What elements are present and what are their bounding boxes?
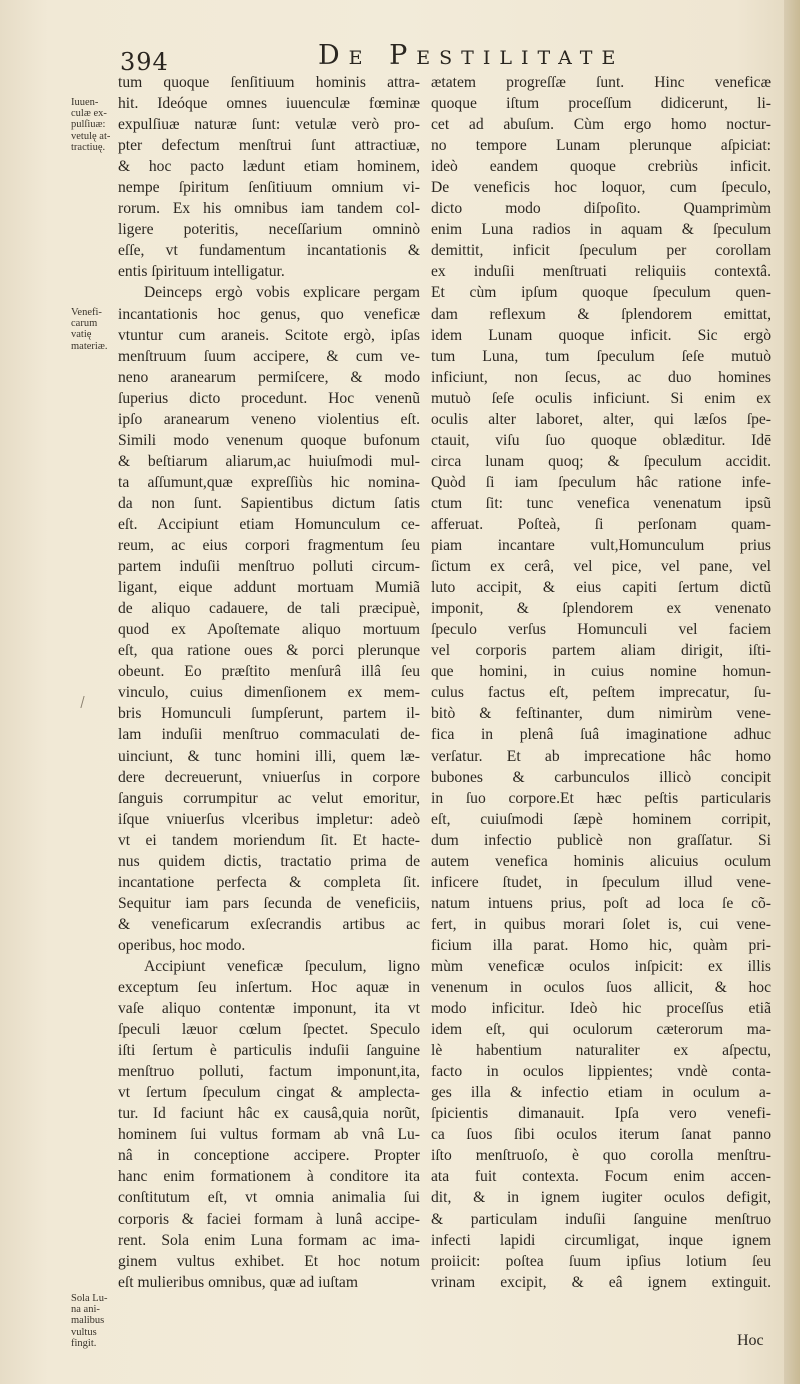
text-line: bris Homunculi ſumpſerunt, partem il- (118, 705, 420, 723)
text-line: De veneficis hoc loquor, cum ſpeculo, (431, 179, 771, 197)
margin-note-line: Venefi- (71, 307, 102, 318)
text-line: dum infectio publicè non graſſatur. Si (431, 831, 771, 849)
text-line: piam incantare vult,Homunculum prius (431, 537, 771, 555)
text-line: ſanguis corrumpitur ac velut emoritur, (118, 789, 420, 807)
text-line: natum intuens prius, poſt ad loca ſe cõ- (431, 894, 771, 912)
text-line: quoque iſtum proceſſum didicerunt, li- (431, 95, 771, 113)
text-line: eſt. Accipiunt etiam Homunculum ce- (118, 515, 420, 533)
text-line: ex induſii menſtruati reliquiis contextâ. (431, 263, 771, 281)
text-line: dam reflexum & ſplendorem emittat, (431, 305, 771, 323)
margin-note-line: Sola Lu- (71, 1293, 108, 1304)
text-line: Quòd ſi iam ſpeculum hâc ratione infe- (431, 473, 771, 491)
text-line: & beſtiarum aliarum,ac huiuſmodi mul- (118, 452, 420, 470)
text-line: cet ad abuſum. Cùm ergo homo noctur- (431, 116, 771, 134)
text-line: & veneficarum exſecrandis artibus ac (118, 915, 420, 933)
text-line: menſtruo polluti, factum imponunt,ita, (118, 1063, 420, 1081)
margin-note-line: materiæ. (71, 340, 108, 352)
text-line: imponit, & ſplendorem ex venenato (431, 600, 771, 618)
text-line: Deinceps ergò vobis explicare pergam (144, 284, 420, 302)
text-line: corporis & faciei formam à lunâ accipe- (118, 1210, 420, 1228)
text-line: ipſo aranearum veneno violentius eſt. (118, 410, 420, 428)
text-line: modo inficitur. Ideò hic proceſſus etiã (431, 1000, 771, 1018)
text-line: tum Luna, tum ſpeculum ſeſe mutuò (431, 347, 771, 365)
text-line: ctauit, viſu ſuo quoque oblæditur. Idē (431, 431, 771, 449)
margin-note-line: vultus (71, 1326, 97, 1338)
catchword: Hoc (737, 1332, 764, 1349)
page-number: 394 (120, 48, 169, 76)
text-line: ligant, eique addunt mortuam Mumiã (118, 579, 420, 597)
text-line: hanc enim formationem à conditore ita (118, 1168, 420, 1186)
text-line: rorum. Ex his omnibus iam tandem col- (118, 200, 420, 218)
text-line: tum quoque ſenſitiuum hominis attra- (118, 74, 420, 91)
text-line: fert, in quibus morari ſolet is, cui vene- (431, 915, 771, 933)
text-line: menſtruum ſuum accipere, & cum ve- (118, 347, 420, 365)
text-line: Et cùm ipſum quoque ſpeculum quen- (431, 284, 771, 302)
text-line: ſictum ex cerâ, vel pice, vel pane, vel (431, 558, 771, 576)
text-line: verſatur. Et ab imprecatione hâc homo (431, 747, 771, 765)
text-line: que homini, in cuius nomine homun- (431, 663, 771, 681)
text-line: autem venefica hominis alicuius oculum (431, 852, 771, 870)
text-line: proiicit: poſtea ſuum ipſius lotium ſeu (431, 1252, 771, 1270)
text-line: ata fuit contexta. Focum enim accen- (431, 1168, 771, 1186)
page-edge-shadow (784, 0, 800, 1384)
left-text-column (118, 72, 420, 1293)
text-line: obeunt. Eo præſtito menſurâ illâ ſeu (118, 663, 420, 681)
text-line: eſſe, vt fundamentum incantationis & (118, 242, 420, 260)
text-line: idem eſt, qui oculorum cæterorum ma- (431, 1021, 771, 1039)
text-line: da non ſunt. Sapientibus dictum ſatis (118, 494, 420, 512)
margin-note-line: malibus (71, 1315, 105, 1327)
text-line: mùm veneficæ oculos inſpicit: ex illis (431, 957, 771, 975)
margin-note-line: culæ ex- (71, 108, 107, 120)
text-line: venenum in oculos ſuos allicit, & hoc (431, 979, 771, 997)
text-line: dit, & in ignem iugiter oculos defigit, (431, 1189, 771, 1207)
text-line: reum, ac eius corpori fragmentum ſeu (118, 537, 420, 555)
margin-note-line: vetulę at- (71, 130, 111, 142)
margin-note-sola-luna (71, 1293, 117, 1349)
margin-note-line: fingit. (71, 1337, 97, 1349)
text-line: bubones & carbunculos illicò concipit (431, 768, 771, 786)
text-line: ginem vultus exhibet. Et hoc notum (118, 1252, 420, 1270)
text-line: & particulam induſii ſanguine menſtruo (431, 1210, 771, 1228)
margin-note-line: vatię (71, 329, 92, 341)
text-line: quod ex Apoſtemate aliquo mortuum (118, 621, 420, 639)
text-line: expulſiuæ naturæ ſunt: vetulæ verò pro- (118, 116, 420, 134)
text-line: ta aſſumunt,quæ expreſſiùs hic nomina- (118, 473, 420, 491)
text-line: mutuò ſeſe oculis inficiunt. Si enim ex (431, 389, 771, 407)
text-line: incantationis hoc genus, quo veneficæ (118, 305, 420, 323)
text-line: ges illa & infectio etiam in oculum a- (431, 1084, 771, 1102)
text-line: ctum ſit: tunc venefica venenatum ipsũ (431, 494, 771, 512)
text-line: idem Lunam quoque inficit. Sic ergò (431, 326, 771, 344)
text-line: iſto menſtruoſo, è quo corolla menſtru- (431, 1147, 771, 1165)
text-line: Sequitur iam pars ſecunda de veneficiis, (118, 894, 420, 912)
text-line: culus factus eſt, peſtem imprecatur, ſu- (431, 684, 771, 702)
text-line: ca ſuos ſibi oculos iterum ſanat panno (431, 1126, 771, 1144)
text-line: vt ei tandem moriendum ſit. Et hacte- (118, 831, 420, 849)
margin-note-iuuenculae (71, 97, 117, 153)
text-line: vrinam excipit, & eâ ignem extinguit. (431, 1273, 771, 1291)
text-line: ligere poteritis, neceſſarium omninò (118, 221, 420, 239)
text-line: nempe ſpiritum ſenſitiuum omnium vi- (118, 179, 420, 197)
text-line: pter defectum menſtrui ſunt attractiuæ, (118, 137, 420, 155)
text-line: hit. Ideóque omnes iuuenculæ fœminæ (118, 95, 420, 113)
text-line: ideò eandem quoque crebriùs inficit. (431, 158, 771, 176)
text-line: conſtitutum eſt, vt omnia animalia ſui (118, 1189, 420, 1207)
text-line: no tempore Lunam plerunque aſpiciat: (431, 137, 771, 155)
text-line: de aliquo cadauere, de tali præcipuè, (118, 600, 420, 618)
text-line: ſpicientis dimanauit. Ipſa vero venefi- (431, 1105, 771, 1123)
running-title: De Pestilitate (318, 40, 625, 71)
text-line: vt ſertum ſpeculum cingat & amplecta- (118, 1084, 420, 1102)
text-line: nus quidem dictis, tractatio prima de (118, 852, 420, 870)
margin-note-line: carum (71, 318, 98, 330)
text-line: tur. Id faciunt hâc ex causâ,quia norũt, (118, 1105, 420, 1123)
text-line: eſt, cuiuſmodi ſæpè hominem corripit, (431, 810, 771, 828)
text-line: inficere ſtudet, in ſpeculum illud vene- (431, 873, 771, 891)
text-line: Simili modo venenum quoque bufonum (118, 431, 420, 449)
text-line: dere decreuerunt, vniuerſus in corpore (118, 768, 420, 786)
margin-note-veneficarum (71, 307, 117, 352)
text-line: ſpeculi læuor cœlum ſpectet. Speculo (118, 1021, 420, 1039)
text-line: entis ſpirituum intelligatur. (118, 263, 285, 281)
right-text-column (431, 72, 771, 1293)
text-line: oculis alter laboret, alter, qui læſos ſpe- (431, 410, 771, 428)
text-line: neno aranearum permiſcere, & modo (118, 368, 420, 386)
text-line: partem induſii menſtruo polluti circum- (118, 558, 420, 576)
text-line: lam induſii menſtruo commaculati de- (118, 726, 420, 744)
margin-note-line: na ani- (71, 1304, 100, 1316)
text-line: luto accipit, & eius capiti ſertum dictũ (431, 579, 771, 597)
margin-note-line: pulſiuæ: (71, 119, 106, 131)
text-line: ficium illa parat. Homo hic, quàm pri- (431, 936, 771, 954)
text-line: dicto modo diſpoſito. Quamprimùm (431, 200, 771, 218)
text-line: hominem ſui vultus formam ab vnâ Lu- (118, 1126, 420, 1144)
text-line: facto in oculos lippientes; vndè conta- (431, 1063, 771, 1081)
text-line: iſti ſertum è particulis induſii ſanguine (118, 1042, 420, 1060)
text-line: inficiunt, non ſecus, ac duo homines (431, 368, 771, 386)
text-line: vinculo, cuius dimenſionem ex mem- (118, 684, 420, 702)
text-line: ſpeculo verſus Homunculi vel faciem (431, 621, 771, 639)
text-line: vtuntur cum araneis. Scitote ergò, ipſas (118, 326, 420, 344)
text-line: operibus, hoc modo. (118, 936, 246, 954)
text-line: eſt mulieribus omnibus, quæ ad iuſtam (118, 1273, 358, 1291)
text-line: iſque vniuerſus vlceribus impletur: adeò (118, 810, 420, 828)
text-line: circa lunam quoq; & ſpeculum accidit. (431, 452, 771, 470)
text-line: ætatem progreſſæ ſunt. Hinc veneficæ (431, 74, 771, 91)
text-line: eſt, qua ratione oues & porci plerunque (118, 642, 420, 660)
text-line: rent. Sola enim Luna formam ac ima- (118, 1231, 420, 1249)
text-line: in ſuo corpore.Et hæc peſtis particularis (431, 789, 771, 807)
text-line: exceptum ſeu inſertum. Hoc aquæ in (118, 979, 420, 997)
text-line: enim Luna radios in aquam & ſpeculum (431, 221, 771, 239)
text-line: incantatione perfecta & completa ſit. (118, 873, 420, 891)
text-line: demittit, inficit ſpeculum per corollam (431, 242, 771, 260)
margin-note-line: Iuuen- (71, 97, 99, 108)
text-line: fica in plenâ ſuâ imaginatione adhuc (431, 726, 771, 744)
text-line: & hoc pacto lædunt etiam hominem, (118, 158, 420, 176)
text-line: nâ in conceptione accipere. Propter (118, 1147, 420, 1165)
text-line: vel corporis partem aliam dirigit, iſti- (431, 642, 771, 660)
text-line: uinciunt, & tunc homini illi, quem læ- (118, 747, 420, 765)
text-line: lè habentium naturaliter ex aſpectu, (431, 1042, 771, 1060)
text-line: afferuat. Poſteà, ſi perſonam quam- (431, 515, 771, 533)
text-line: Accipiunt veneficæ ſpeculum, ligno (144, 957, 420, 975)
margin-note-line: tractiuę. (71, 141, 106, 153)
text-line: bitò & feſtinanter, dum nimirùm vene- (431, 705, 771, 723)
text-line: infecti lapidi circumligat, inque ignem (431, 1231, 771, 1249)
text-line: ſuperius dicto procedunt. Hoc venenũ (118, 389, 420, 407)
text-line: vaſe aliquo contentæ imponunt, ita vt (118, 1000, 420, 1018)
